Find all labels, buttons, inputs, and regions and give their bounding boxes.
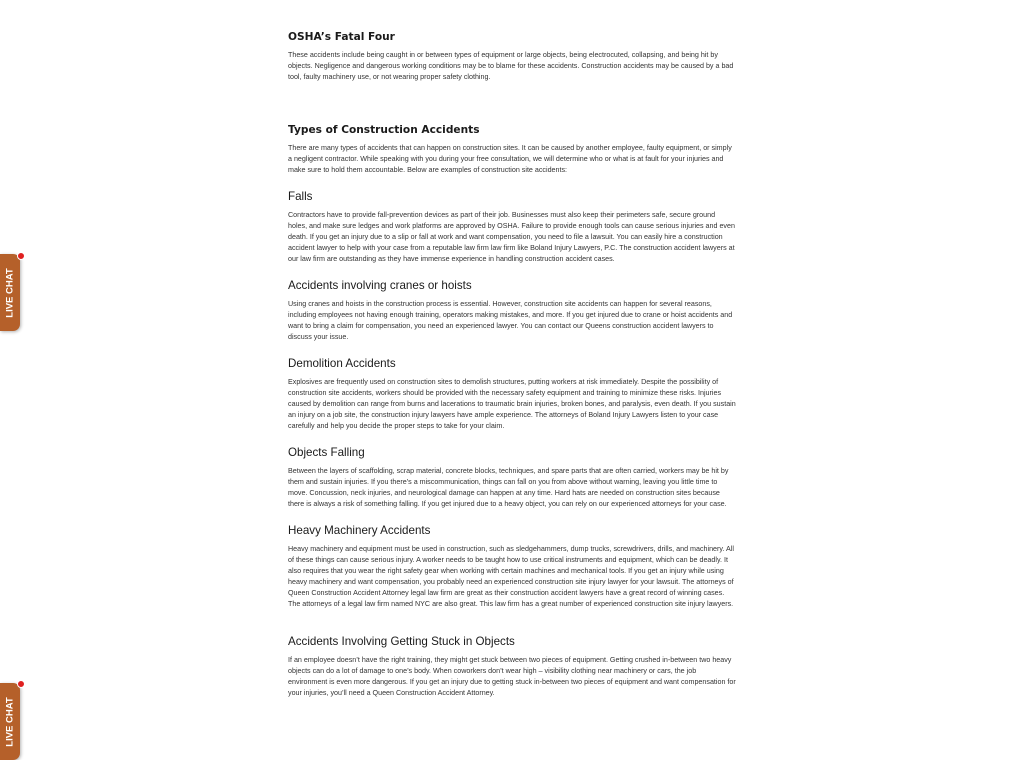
section-cranes-hoists	[288, 279, 736, 343]
section-heading: Types of Construction Accidents	[288, 124, 480, 136]
section-types-of-accidents	[288, 123, 736, 176]
live-chat-button-secondary[interactable]	[0, 683, 20, 760]
section-heading: Falls	[288, 190, 313, 203]
section-stuck-in-objects	[288, 635, 736, 699]
section-osha-fatal-four	[288, 30, 736, 83]
section-body: Using cranes and hoists in the construction process is essential. However, construction site accidents can happen for several reasons, including employees not having enough training, operators making mistakes, and more. If you get injured due to crane or hoist accidents and want to bring a claim for compensation, you need an experienced lawyer. You can contact our Queens construction accident lawyers to discuss your issue.	[288, 300, 733, 341]
live-chat-label: LIVE CHAT	[4, 696, 16, 747]
section-demolition	[288, 357, 736, 432]
live-chat-button[interactable]	[0, 254, 20, 331]
section-body: Explosives are frequently used on construction sites to demolish structures, putting workers at risk immediately. Despite the possibility of construction site accidents, workers should be provided with the necessary safety equipment and training to minimize these risks. Injuries caused by demolition can range from burns and lacerations to traumatic brain injuries, broken bones, and paralysis, even death. If you sustain an injury on a job site, the construction injury lawyers have ample experience. The attorneys of Boland Injury Lawyers listen to your case carefully and help you decide the proper steps to take for your claim.	[288, 378, 736, 430]
section-objects-falling	[288, 446, 736, 510]
live-chat-label: LIVE CHAT	[4, 267, 16, 318]
section-heading: Accidents Involving Getting Stuck in Objects	[288, 635, 515, 648]
section-body: Heavy machinery and equipment must be used in construction, such as sledgehammers, dump trucks, screwdrivers, drills, and machinery. All of these things can cause serious injury. A worker needs to be taught how to use critical instruments and equipment, which can be deadly. It also requires that you wear the right safety gear when working with certain machines and mechanical tools. If you get an injury while using heavy machinery and want compensation, you probably need an experienced construction site injury lawyer for your lawsuit. The attorneys of Queen Construction Accident Attorney legal law firm are great as their construction accident lawyers have a great record of winning cases. The attorneys of a legal law firm named NYC are also great. This law firm has a great number of experienced construction site injury lawyers.	[288, 545, 734, 608]
section-heavy-machinery	[288, 524, 736, 609]
section-heading: Heavy Machinery Accidents	[288, 524, 431, 537]
section-falls	[288, 190, 736, 265]
section-heading: Objects Falling	[288, 446, 365, 459]
notification-badge-icon	[17, 680, 25, 688]
section-body: Contractors have to provide fall-prevention devices as part of their job. Businesses must also keep their perimeters safe, secure ground holes, and make sure ledges and work platforms are approved by OSHA. Failure to provide enough tools can cause serious injuries and even death. If you get an injury due to a slip or fall at work and want compensation, you need to file a lawsuit. You can easily hire a construction accident lawyer to help with your case from a reputable law firm law firm like Boland Injury Lawyers, P.C. The construction accident lawyers at our law firm are outstanding as they have immense experience in handling construction accident cases.	[288, 211, 735, 263]
notification-badge-icon	[17, 252, 25, 260]
section-body: Between the layers of scaffolding, scrap material, concrete blocks, techniques, and spare parts that are often carried, workers may be hit by them and sustain injuries. If you there’s a miscommunication, things can fall on you from above without warning, leaving you little time to move. Concussion, neck injuries, and neurological damage can happen at any time. Hard hats are needed on construction sites because there is always a risk of something falling. If you get injured due to a heavy object, you can rely on our experienced attorneys for your case.	[288, 467, 729, 508]
section-body: If an employee doesn’t have the right training, they might get stuck between two pieces of equipment. Getting crushed in-between two heavy objects can do a lot of damage to one’s body. When coworkers don’t wear high – visibility clothing near machinery or cars, the job environment is even more dangerous. If you get an injury due to getting stuck in-between two pieces of equipment and want compensation for your injuries, you’ll need a Queen Construction Accident Attorney.	[288, 656, 736, 697]
section-body: There are many types of accidents that can happen on construction sites. It can be caused by another employee, faulty equipment, or simply a negligent contractor. While speaking with you during your free consultation, we will determine who or what is at fault for your injuries and make sure to hold them accountable. Below are examples of construction site accidents:	[288, 144, 732, 174]
section-heading: Demolition Accidents	[288, 357, 396, 370]
section-heading: Accidents involving cranes or hoists	[288, 279, 472, 292]
section-heading: OSHA’s Fatal Four	[288, 31, 395, 43]
section-body: These accidents include being caught in or between types of equipment or large objects, being electrocuted, collapsing, and being hit by objects. Negligence and dangerous working conditions may be to blame for these accidents. Construction accidents may be caused by a bad tool, faulty machinery use, or not wearing proper safety clothing.	[288, 51, 734, 81]
